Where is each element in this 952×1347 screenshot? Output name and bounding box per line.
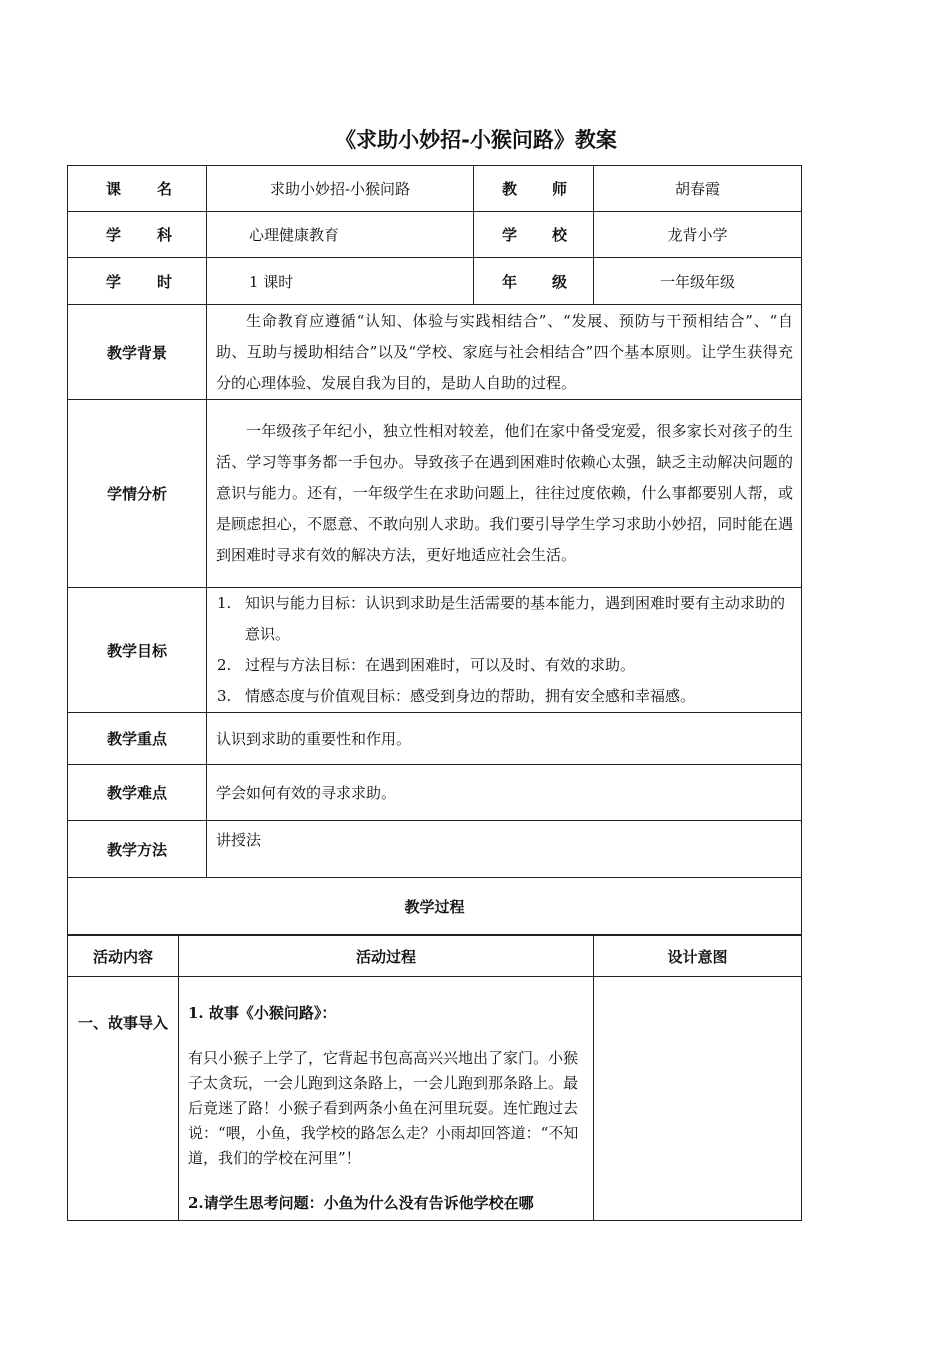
row-goals	[68, 588, 802, 713]
col-process-header: 活动过程	[179, 936, 594, 977]
activity-heading: 1. 故事《小猴问路》：	[188, 1004, 337, 1022]
process-table	[67, 935, 802, 1221]
col-content-header: 活动内容	[68, 936, 179, 977]
goal-item: 3. 情感态度与价值观目标：感受到身边的帮助，拥有安全感和幸福感。	[217, 687, 696, 705]
course-label: 课 名	[68, 166, 207, 212]
row-course	[68, 166, 802, 212]
school-value: 龙背小学	[594, 212, 802, 258]
row-method	[68, 821, 802, 878]
row-key-point	[68, 713, 802, 765]
key-point-text: 认识到求助的重要性和作用。	[207, 713, 802, 765]
background-text: 生命教育应遵循“认知、体验与实践相结合”、“发展、预防与干预相结合”、“自助、互助与援助相结合”以及“学校、家庭与社会相结合”四个基本原则。让学生获得充分的心理体验、发展自我为目的，是助人自助的过程。	[216, 311, 793, 392]
col-intent-header: 设计意图	[594, 936, 802, 977]
method-label: 教学方法	[68, 821, 207, 878]
analysis-text: 一年级孩子年纪小，独立性相对较差，他们在家中备受宠爱，很多家长对孩子的生活、学习等事务都一手包办。导致孩子在遇到困难时依赖心太强，缺乏主动解决问题的意识与能力。还有，一年级学生在求助问题上，往往过度依赖，什么事都要别人帮，或是顾虑担心，不愿意、不敢向别人求助。我们要引导学生学习求助小妙招，同时能在遇到困难时寻求有效的解决方法，更好地适应社会生活。	[216, 422, 793, 564]
row-subject	[68, 212, 802, 258]
method-text: 讲授法	[207, 821, 802, 878]
activity-process-cell	[179, 977, 594, 1221]
goals-list	[207, 588, 801, 712]
key-point-label: 教学重点	[68, 713, 207, 765]
hours-label: 学 时	[68, 258, 207, 305]
row-process-title	[68, 878, 802, 935]
background-cell	[207, 305, 802, 400]
course-value: 求助小妙招-小猴问路	[207, 166, 474, 212]
activity-question: 2.请学生思考问题：小鱼为什么没有告诉他学校在哪	[188, 1194, 534, 1212]
goals-cell	[207, 588, 802, 713]
teacher-label: 教 师	[474, 166, 594, 212]
process-header-row	[68, 936, 802, 977]
activity-story: 有只小猴子上学了，它背起书包高高兴兴地出了家门。小猴子太贪玩，一会儿跑到这条路上，一会儿跑到那条路上。最后竟迷了路！小猴子看到两条小鱼在河里玩耍。连忙跑过去说：“喂，小鱼，我学校的路怎么走？小雨却回答道：“不知道，我们的学校在河里”！	[188, 1049, 579, 1167]
process-row-1	[68, 977, 802, 1221]
hours-value: 1 课时	[207, 258, 474, 305]
grade-label: 年 级	[474, 258, 594, 305]
difficulty-label: 教学难点	[68, 765, 207, 821]
goals-label: 教学目标	[68, 588, 207, 713]
row-hours	[68, 258, 802, 305]
activity-name: 一、故事导入	[68, 977, 179, 1221]
process-title: 教学过程	[68, 878, 802, 935]
teacher-value: 胡春霞	[594, 166, 802, 212]
row-background	[68, 305, 802, 400]
background-label: 教学背景	[68, 305, 207, 400]
subject-value: 心理健康教育	[207, 212, 474, 258]
difficulty-text: 学会如何有效的寻求求助。	[207, 765, 802, 821]
row-analysis	[68, 400, 802, 588]
goal-item: 2. 过程与方法目标：在遇到困难时，可以及时、有效的求助。	[217, 656, 636, 674]
analysis-label: 学情分析	[68, 400, 207, 588]
analysis-cell	[207, 400, 802, 588]
row-difficulty	[68, 765, 802, 821]
goal-item: 1. 知识与能力目标：认识到求助是生活需要的基本能力，遇到困难时要有主动求助的意识。	[217, 594, 786, 643]
lesson-info-table	[67, 165, 802, 935]
grade-value: 一年级年级	[594, 258, 802, 305]
subject-label: 学 科	[68, 212, 207, 258]
document-title: 《求助小妙招-小猴问路》教案	[335, 128, 617, 152]
school-label: 学 校	[474, 212, 594, 258]
activity-intent	[594, 977, 802, 1221]
